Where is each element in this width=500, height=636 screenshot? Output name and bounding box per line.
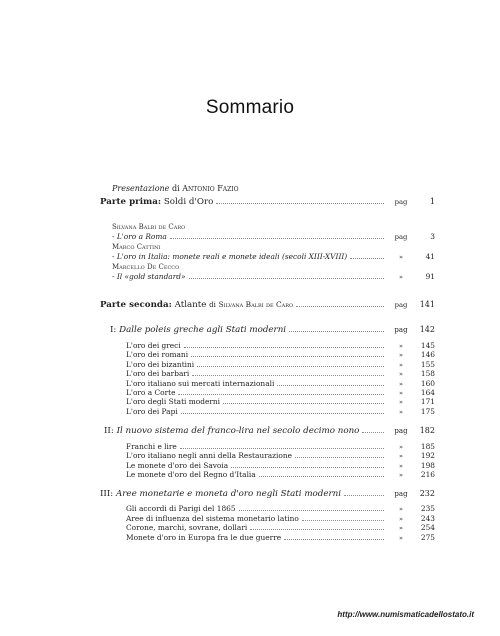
pag-label: »: [398, 443, 404, 451]
toc-entry-label: L'oro degli Stati moderni: [126, 397, 220, 407]
presentazione-di: di: [171, 184, 180, 193]
pag-label: »: [398, 360, 404, 369]
page-number: 198: [420, 460, 435, 470]
pag-label: pag: [394, 490, 408, 498]
page-number: 91: [425, 272, 435, 281]
page-number: 235: [420, 504, 435, 513]
author-name: Marcello De Cecco: [112, 263, 180, 271]
pag-label: pag: [394, 301, 408, 309]
toc-entry-label: Franchi e lire: [126, 442, 177, 451]
toc-section-label: II: Il nuovo sistema del franco-lira nel secolo decimo nono: [104, 426, 360, 436]
footer-url[interactable]: http://www.numismaticadellostato.it: [337, 610, 474, 619]
page-title: Sommario: [205, 97, 295, 118]
dot-leader: [170, 230, 384, 239]
pag-label: pag: [394, 427, 408, 435]
pag-label: »: [398, 273, 404, 281]
toc-entry-label: L'oro dei bizantini: [126, 359, 195, 369]
page-number: 232: [419, 489, 435, 498]
page-number: 216: [420, 470, 435, 480]
dot-leader: [350, 250, 384, 259]
author-name: Silvana Balbi de Caro: [112, 223, 186, 231]
dot-leader: [191, 348, 384, 357]
page-number: 155: [420, 359, 435, 369]
toc-entry-label: L'oro dei greci: [126, 341, 181, 350]
dot-leader: [362, 424, 384, 433]
dot-leader: [189, 270, 385, 279]
author-name: Marco Cattini: [112, 243, 161, 251]
toc-section-label: I: Dalle poleis greche agli Stati moderni: [110, 325, 287, 335]
dot-leader: [192, 367, 384, 376]
dot-leader: [197, 358, 384, 367]
pag-label: »: [398, 471, 404, 480]
page-number: 160: [420, 378, 435, 388]
page-number: 254: [420, 523, 435, 533]
presentazione-line: [112, 183, 239, 194]
dot-leader: [216, 195, 384, 204]
dot-leader: [250, 521, 384, 530]
page-number: 185: [420, 442, 435, 451]
toc-entry-label: L'oro italiano sui mercati internazionali: [126, 378, 275, 388]
dot-leader: [231, 459, 384, 468]
page-number: 41: [425, 252, 435, 261]
dot-leader: [295, 449, 384, 458]
toc-entry-label: Aree di influenza del sistema monetario latino: [126, 513, 299, 523]
toc-section-2[interactable]: [104, 424, 435, 436]
page-number: 141: [419, 300, 435, 309]
toc-entry-label: Le monete d'oro dei Savoia: [126, 460, 229, 470]
toc-entry-label: Gli accordi di Parigi del 1865: [126, 504, 236, 513]
page-number: 145: [420, 341, 435, 350]
toc-entry-label: L'oro dei romani: [126, 350, 189, 360]
pag-label: pag: [394, 326, 408, 334]
toc-entry[interactable]: [126, 468, 435, 480]
page-number: 142: [419, 325, 435, 334]
toc-entry[interactable]: [112, 270, 435, 282]
dot-leader: [239, 502, 384, 511]
page-number: 164: [420, 388, 435, 397]
pag-label: »: [398, 452, 404, 461]
toc-entry-label: - L'oro in Italia: monete reali e monete ideali (secoli XIII-XVIII): [112, 252, 348, 261]
pag-label: »: [398, 461, 404, 470]
dot-leader: [296, 298, 384, 307]
toc-entry[interactable]: [126, 531, 435, 543]
toc-entry[interactable]: [112, 250, 435, 262]
toc-entry-label: Corone, marchi, sovrane, dollari: [126, 523, 248, 533]
presentazione-prefix: Presentazione: [112, 184, 170, 193]
toc-entry-label: L'oro a Corte: [126, 388, 176, 397]
toc-entry-label: Monete d'oro in Europa fra le due guerre: [126, 533, 282, 543]
dot-leader: [259, 468, 384, 477]
dot-leader: [344, 487, 384, 496]
toc-entry-label: L'oro dei barbari: [126, 369, 190, 379]
pag-label: »: [398, 379, 404, 388]
page-number: 275: [420, 533, 435, 543]
dot-leader: [302, 512, 384, 521]
pag-label: »: [398, 514, 404, 523]
pag-label: »: [398, 398, 404, 407]
toc-entry-label: L'oro italiano negli anni della Restaurazione: [126, 451, 292, 461]
pag-label: »: [398, 370, 404, 379]
page-number: 146: [420, 350, 435, 360]
pag-label: »: [398, 534, 404, 543]
dot-leader: [277, 377, 384, 386]
dot-leader: [184, 339, 384, 348]
toc-entry[interactable]: [112, 230, 435, 242]
page-number: 175: [420, 406, 435, 416]
page-number: 171: [420, 397, 435, 407]
toc-entry-label: - Il «gold standard»: [112, 272, 186, 281]
pag-label: »: [398, 389, 404, 397]
page-number: 158: [420, 369, 435, 379]
page-number: 1: [429, 197, 435, 206]
toc-entry-label: Parte seconda: Atlante di Silvana Balbi de Caro: [100, 300, 294, 310]
pag-label: »: [398, 505, 404, 513]
presentazione-author: Antonio Fazio: [182, 184, 239, 193]
page-number: 243: [420, 513, 435, 523]
toc-entry-parte-prima[interactable]: [100, 195, 435, 207]
dot-leader: [289, 323, 384, 332]
page-number: 182: [419, 426, 435, 435]
pag-label: »: [398, 351, 404, 360]
toc-entry-label: Parte prima: Soldi d'Oro: [100, 197, 214, 207]
toc-entry-label: - L'oro a Roma: [112, 232, 167, 241]
toc-entry-label: L'oro dei Papi: [126, 406, 178, 416]
page-number: 192: [420, 451, 435, 461]
toc-section-3[interactable]: [100, 487, 435, 499]
pag-label: »: [398, 407, 404, 416]
pag-label: »: [398, 524, 404, 533]
pag-label: pag: [394, 198, 408, 206]
dot-leader: [180, 440, 384, 449]
toc-section-label: III: Aree monetarie e moneta d'oro negli Stati moderni: [100, 489, 342, 499]
page-number: 3: [430, 232, 435, 241]
toc-entry-parte-seconda[interactable]: [100, 298, 435, 310]
dot-leader: [178, 386, 384, 395]
pag-label: »: [398, 253, 404, 261]
toc-entry[interactable]: [126, 405, 435, 417]
toc-entry-label: Le monete d'oro del Regno d'Italia: [126, 470, 256, 480]
pag-label: pag: [394, 233, 408, 241]
dot-leader: [223, 395, 384, 404]
toc-section-1[interactable]: [110, 323, 435, 335]
dot-leader: [284, 531, 384, 540]
pag-label: »: [398, 342, 404, 350]
dot-leader: [181, 405, 384, 414]
